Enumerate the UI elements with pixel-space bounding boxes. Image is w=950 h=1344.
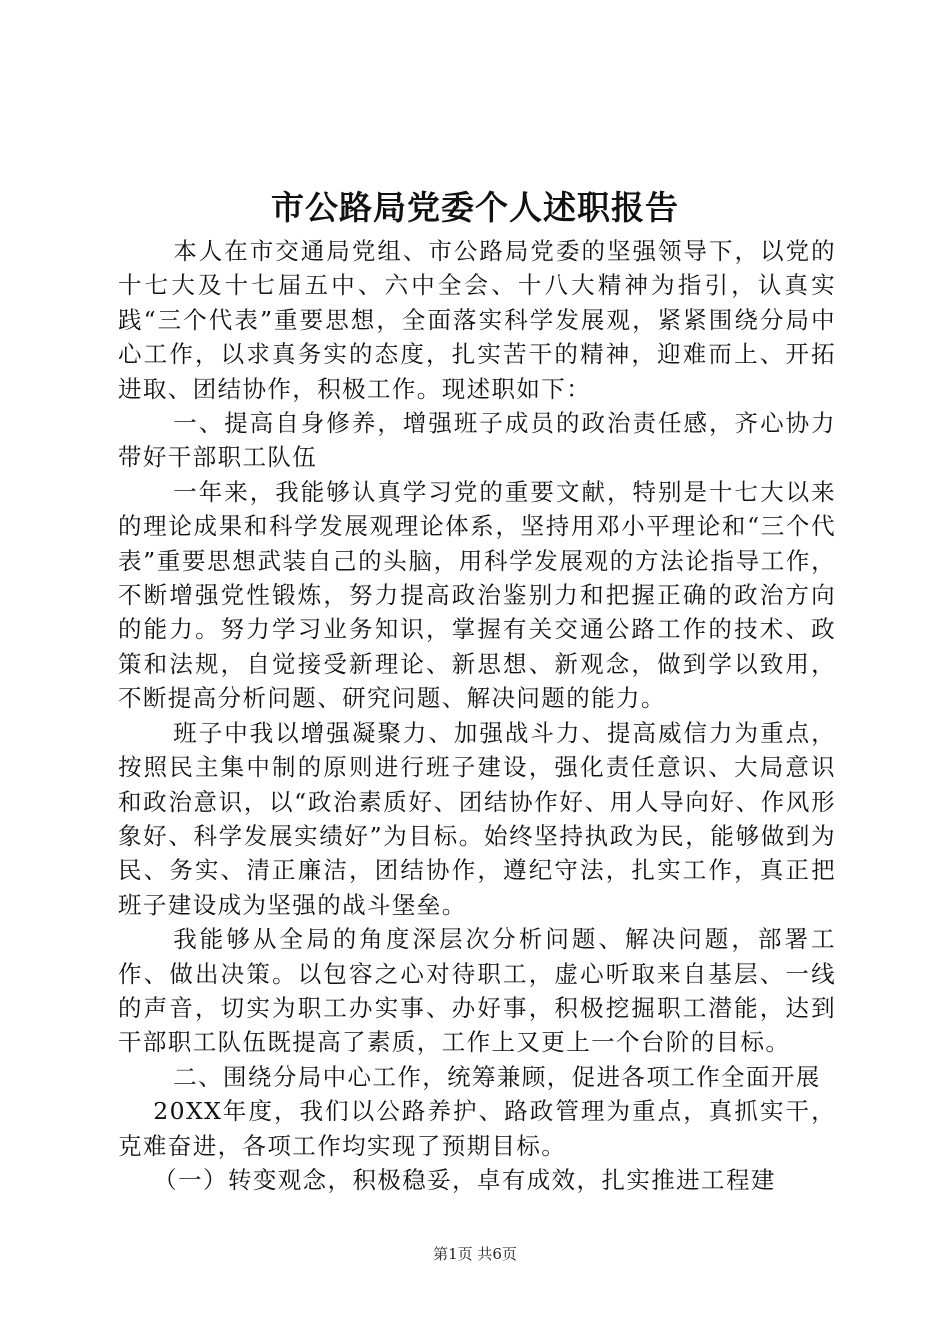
section-heading-two: 二、围绕分局中心工作，统筹兼顾，促进各项工作全面开展 <box>173 1062 821 1091</box>
paragraph-team-building: 班子中我以增强凝聚力、加强战斗力、提高威信力为重点，按照民主集中制的原则进行班子建设，强化责任意识、大局意识和政治意识，以“政治素质好、团结协作好、用人导向好、作风形象好、科学发展实绩好”为目标。始终坚持执政为民，能够做到为民、务实、清正廉洁，团结协作，遵纪守法，扎实工作，真正把班子建设成为坚强的战斗堡垒。 <box>118 718 836 919</box>
subsection-heading-one: （一）转变观念，积极稳妥，卓有成效，扎实推进工程建 <box>153 1165 776 1194</box>
paragraph-study: 一年来，我能够认真学习党的重要文献，特别是十七大以来的理论成果和科学发展观理论体系，坚持用邓小平理论和“三个代表”重要思想武装自己的头脑，用科学发展观的方法论指导工作，不断增强党性锻炼，努力提高政治鉴别力和把握正确的政治方向的能力。努力学习业务知识，掌握有关交通公路工作的技术、政策和法规，自觉接受新理论、新思想、新观念，做到学以致用，不断提高分析问题、研究问题、解决问题的能力。 <box>118 477 836 713</box>
paragraph-intro: 本人在市交通局党组、市公路局党委的坚强领导下，以党的十七大及十七届五中、六中全会、十八大精神为指引，认真实践“三个代表”重要思想，全面落实科学发展观，紧紧围绕分局中心工作，以求真务实的态度，扎实苦干的精神，迎难而上、开拓进取、团结协作，积极工作。现述职如下： <box>118 237 836 403</box>
page-footer: 第1页 共6页 <box>433 1245 517 1263</box>
paragraph-decision-making: 我能够从全局的角度深层次分析问题、解决问题，部署工作、做出决策。以包容之心对待职工，虚心听取来自基层、一线的声音，切实为职工办实事、办好事，积极挖掘职工潜能，达到干部职工队伍既提高了素质，工作上又更上一个台阶的目标。 <box>118 925 836 1057</box>
document-title: 市公路局党委个人述职报告 <box>271 188 679 227</box>
document-body <box>118 234 836 1197</box>
section-heading-one: 一、提高自身修养，增强班子成员的政治责任感，齐心协力带好干部职工队伍 <box>118 409 836 472</box>
paragraph-annual-summary: 20XX年度，我们以公路养护、路政管理为重点，真抓实干，克难奋进，各项工作均实现了预期目标。 <box>118 1097 836 1160</box>
